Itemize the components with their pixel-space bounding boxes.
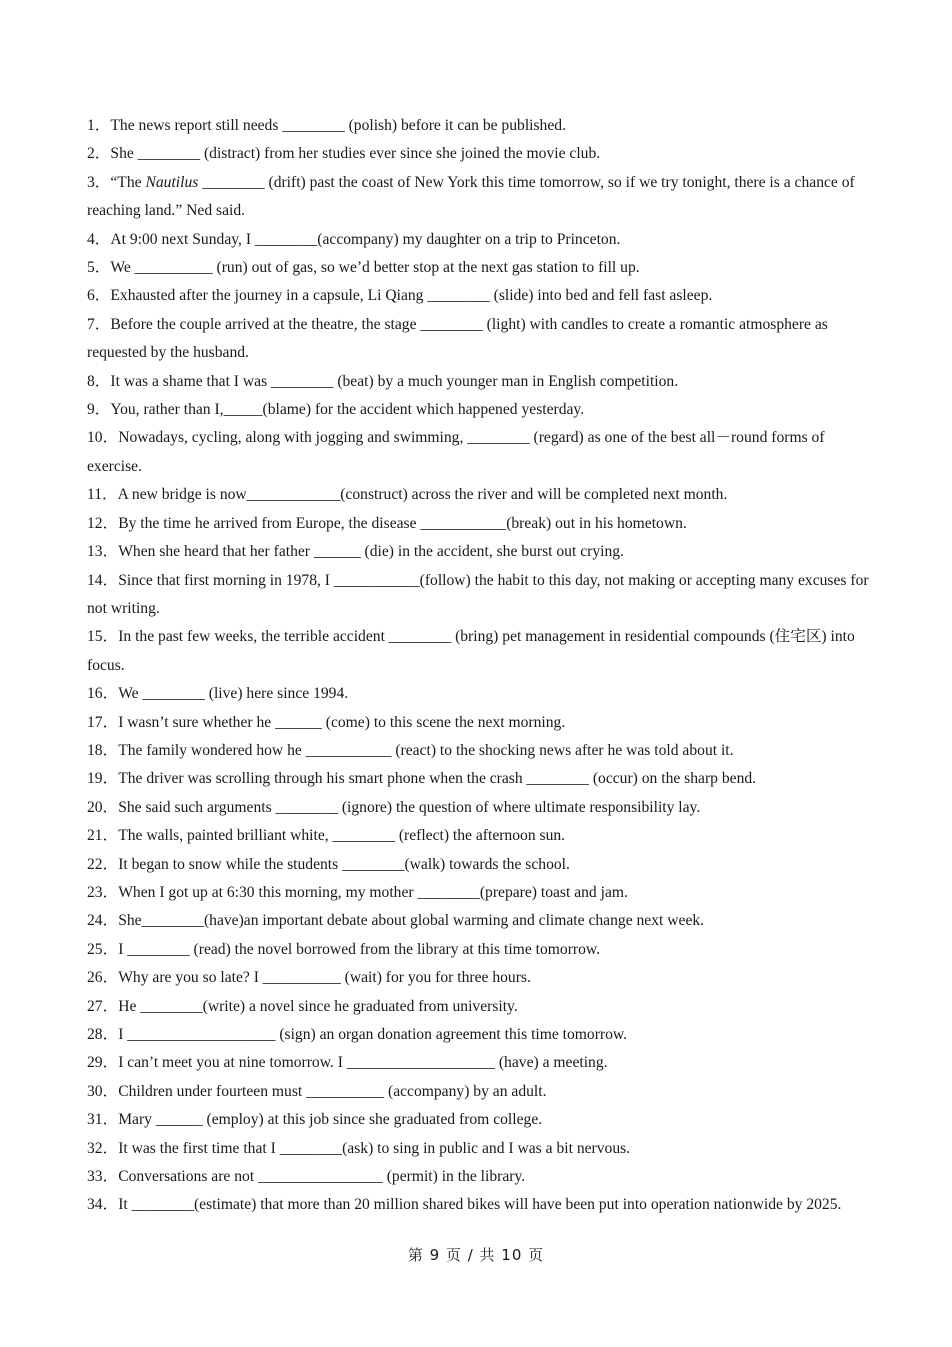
question-text: 23．When I got up at 6:30 this morning, my mother ________(prepare) toast and jam. xyxy=(87,883,628,901)
question-item xyxy=(87,140,872,168)
question-item xyxy=(87,737,872,765)
question-item xyxy=(87,1078,872,1106)
question-item xyxy=(87,623,872,680)
question-item xyxy=(87,1163,872,1191)
question-text: 6．Exhausted after the journey in a capsule, Li Qiang ________ (slide) into bed and fell fast asleep. xyxy=(87,287,713,305)
question-item xyxy=(87,879,872,907)
question-item xyxy=(87,282,872,310)
question-item xyxy=(87,709,872,737)
question-item xyxy=(87,1049,872,1077)
question-text: 17．I wasn’t sure whether he ______ (come) to this scene the next morning. xyxy=(87,713,566,731)
question-text: 18．The family wondered how he ___________ (react) to the shocking news after he was told about it. xyxy=(87,741,734,759)
question-item xyxy=(87,510,872,538)
question-item xyxy=(87,794,872,822)
question-item xyxy=(87,112,872,140)
question-text: 1．The news report still needs ________ (polish) before it can be published. xyxy=(87,117,566,134)
question-item xyxy=(87,822,872,850)
question-text: 2．She ________ (distract) from her studies ever since she joined the movie club. xyxy=(87,145,601,163)
question-text: 21．The walls, painted brilliant white, ________ (reflect) the afternoon sun. xyxy=(87,827,566,845)
question-text: 16．We ________ (live) here since 1994. xyxy=(87,685,349,703)
question-text: 14．Since that first morning in 1978, I ___________(follow) the habit to this day, not making or accepting many excuses for not writing. xyxy=(87,571,873,617)
question-item xyxy=(87,851,872,879)
question-item xyxy=(87,567,872,624)
question-text: 19．The driver was scrolling through his smart phone when the crash ________ (occur) on the sharp bend. xyxy=(87,770,757,788)
question-text: 4．At 9:00 next Sunday, I ________(accompany) my daughter on a trip to Princeton. xyxy=(87,230,621,248)
question-list xyxy=(87,112,872,1220)
question-text: 10．Nowadays, cycling, along with jogging and swimming, ________ (regard) as one of the best all－round forms of exercise. xyxy=(87,429,829,475)
question-text: 31．Mary ______ (employ) at this job since she graduated from college. xyxy=(87,1111,543,1129)
question-text: 3．“The xyxy=(87,173,146,191)
question-item xyxy=(87,680,872,708)
question-item xyxy=(87,169,872,226)
question-text: 33．Conversations are not ________________ (permit) in the library. xyxy=(87,1168,526,1186)
question-text: 27．He ________(write) a novel since he graduated from university. xyxy=(87,997,518,1015)
question-text: 8．It was a shame that I was ________ (beat) by a much younger man in English competition. xyxy=(87,372,679,390)
question-italic-text: Nautilus xyxy=(145,173,199,191)
page-footer: 第 9 页 / 共 10 页 xyxy=(407,1246,545,1264)
question-text: 29．I can’t meet you at nine tomorrow. I ___________________ (have) a meeting. xyxy=(87,1054,608,1072)
question-item xyxy=(87,311,872,368)
question-text: 11．A new bridge is now____________(construct) across the river and will be completed next month. xyxy=(87,486,728,504)
question-item xyxy=(87,226,872,254)
question-item xyxy=(87,964,872,992)
question-item xyxy=(87,993,872,1021)
question-text: 26．Why are you so late? I __________ (wait) for you for three hours. xyxy=(87,969,531,987)
question-text: 12．By the time he arrived from Europe, the disease ___________(break) out in his hometown. xyxy=(87,514,687,532)
question-text: 25．I ________ (read) the novel borrowed from the library at this time tomorrow. xyxy=(87,940,601,958)
question-text: 13．When she heard that her father ______ (die) in the accident, she burst out crying. xyxy=(87,543,624,561)
question-item xyxy=(87,1135,872,1163)
question-item xyxy=(87,481,872,509)
question-text: 5．We __________ (run) out of gas, so we’d better stop at the next gas station to fill up. xyxy=(87,259,640,277)
question-text: 7．Before the couple arrived at the theatre, the stage ________ (light) with candles to create a romantic atmosphere as requested by the husband. xyxy=(87,315,832,362)
question-text: 20．She said such arguments ________ (ignore) the question of where ultimate responsibility lay. xyxy=(87,798,701,816)
question-item xyxy=(87,538,872,566)
question-text: 15．In the past few weeks, the terrible accident ________ (bring) pet management in residential compounds (住宅区) into focus. xyxy=(87,628,859,674)
question-text: 34．It ________(estimate) that more than 20 million shared bikes will have been put into operation nationwide by 2025. xyxy=(87,1196,842,1214)
question-item xyxy=(87,254,872,282)
question-text: ________ (drift) past the coast of New York this time tomorrow, so if we try tonight, there is a chance of reaching land.” Ned said. xyxy=(87,173,859,220)
question-item xyxy=(87,1191,872,1219)
question-item xyxy=(87,396,872,424)
question-text: 32．It was the first time that I ________(ask) to sing in public and I was a bit nervous. xyxy=(87,1139,631,1157)
question-item xyxy=(87,368,872,396)
question-item xyxy=(87,936,872,964)
question-text: 30．Children under fourteen must __________ (accompany) by an adult. xyxy=(87,1082,547,1100)
question-text: 9．You, rather than I,_____(blame) for the accident which happened yesterday. xyxy=(87,401,585,419)
question-item xyxy=(87,907,872,935)
question-item xyxy=(87,765,872,793)
question-text: 22．It began to snow while the students ________(walk) towards the school. xyxy=(87,855,570,873)
question-text: 28．I ___________________ (sign) an organ donation agreement this time tomorrow. xyxy=(87,1026,628,1043)
question-item xyxy=(87,1106,872,1134)
question-text: 24．She________(have)an important debate about global warming and climate change next week. xyxy=(87,912,705,930)
question-item xyxy=(87,1021,872,1049)
question-item xyxy=(87,424,872,481)
